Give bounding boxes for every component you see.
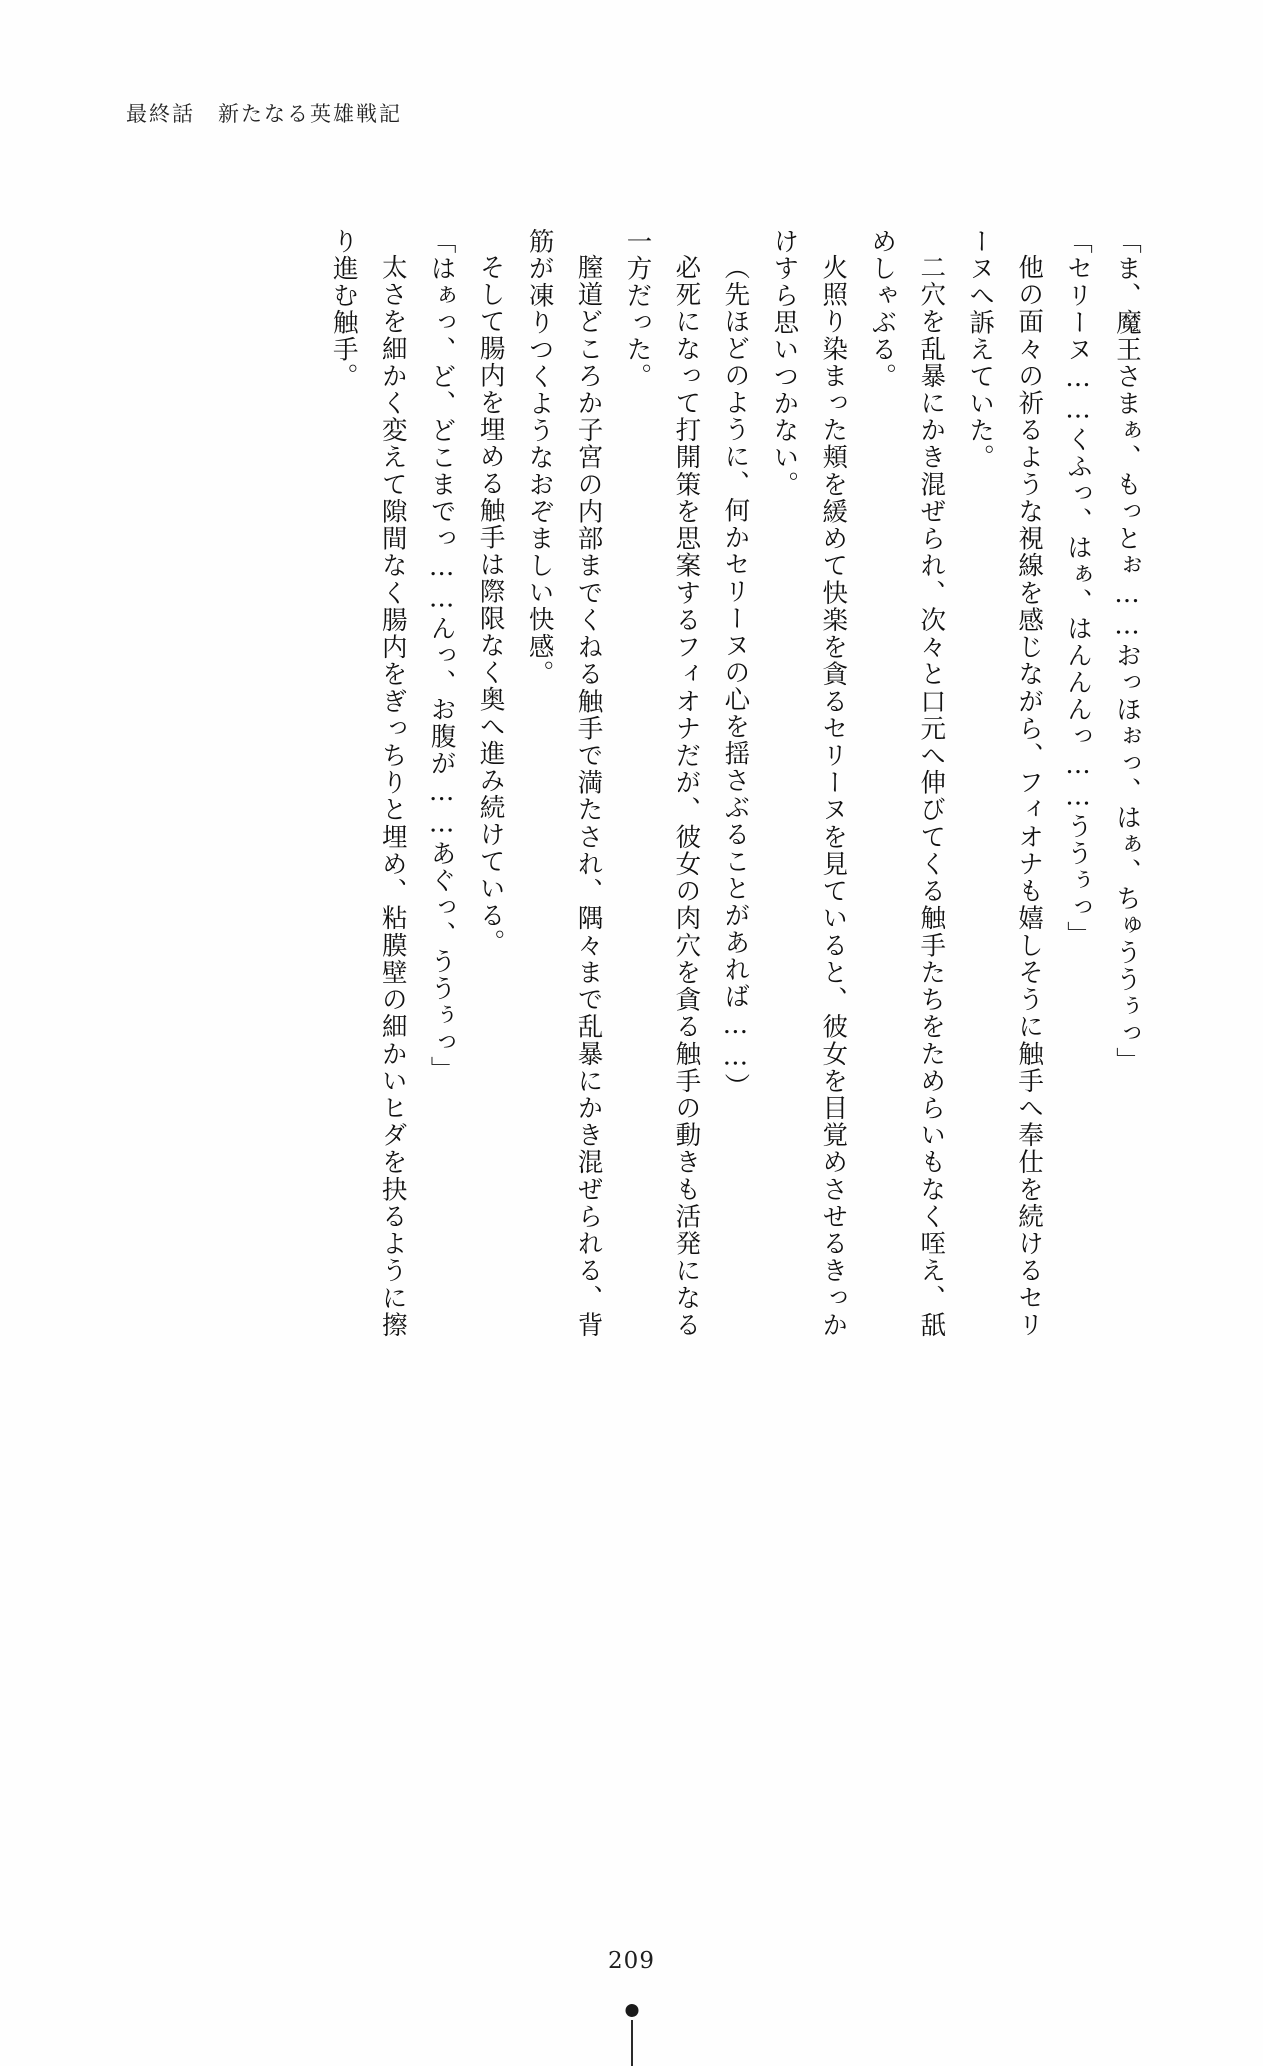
paragraph: 「はぁっ、ど、どこまでっ……んっ、お腹が……あぐっ、ううぅっ」 bbox=[426, 228, 457, 1083]
paragraph: 「セリーヌ……くふっ、はぁ、はんんんっ……ううぅっ」 bbox=[1063, 228, 1094, 948]
paragraph: 膣道どころか子宮の内部までくねる触手で満たされ、隅々まで乱暴にかき混ぜられる、背筋が凍りつくようなおぞましい快感。 bbox=[524, 228, 604, 1338]
paragraph: 二穴を乱暴にかき混ぜられ、次々と口元へ伸びてくる触手たちをためらいもなく咥え、舐めしゃぶる。 bbox=[867, 228, 947, 1338]
paragraph: 火照り染まった頬を緩めて快楽を貪るセリーヌを見ていると、彼女を目覚めさせるきっかけすら思いつかない。 bbox=[769, 228, 849, 1338]
paragraph: 「ま、魔王さまぁ、もっとぉ……おっほぉっ、はぁ、ちゅううぅっ」 bbox=[1112, 228, 1142, 1074]
paragraph: 必死になって打開策を思案するフィオナだが、彼女の肉穴を貪る触手の動きも活発になる一方だった。 bbox=[622, 228, 702, 1338]
paragraph: （先ほどのように、何かセリーヌの心を揺さぶることがあれば……） bbox=[720, 253, 751, 1100]
page-number: 209 bbox=[608, 1948, 655, 1974]
page-body-text bbox=[328, 228, 1151, 1338]
paragraph: 太さを細かく変えて隙間なく腸内をぎっちりと埋め、粘膜壁の細かいヒダを抉るように擦り進む触手。 bbox=[328, 228, 408, 1338]
binding-mark-icon bbox=[619, 2004, 645, 2066]
paragraph: そして腸内を埋める触手は際限なく奥へ進み続けている。 bbox=[475, 253, 506, 956]
running-head-chapter-title: 最終話 新たなる英雄戦記 bbox=[126, 102, 402, 126]
binding-dot-icon bbox=[625, 2004, 638, 2017]
paragraph: 他の面々の祈るような視線を感じながら、フィオナも嬉しそうに触手へ奉仕を続けるセリーヌへ訴えていた。 bbox=[965, 228, 1045, 1338]
binding-stem-icon bbox=[631, 2020, 633, 2066]
